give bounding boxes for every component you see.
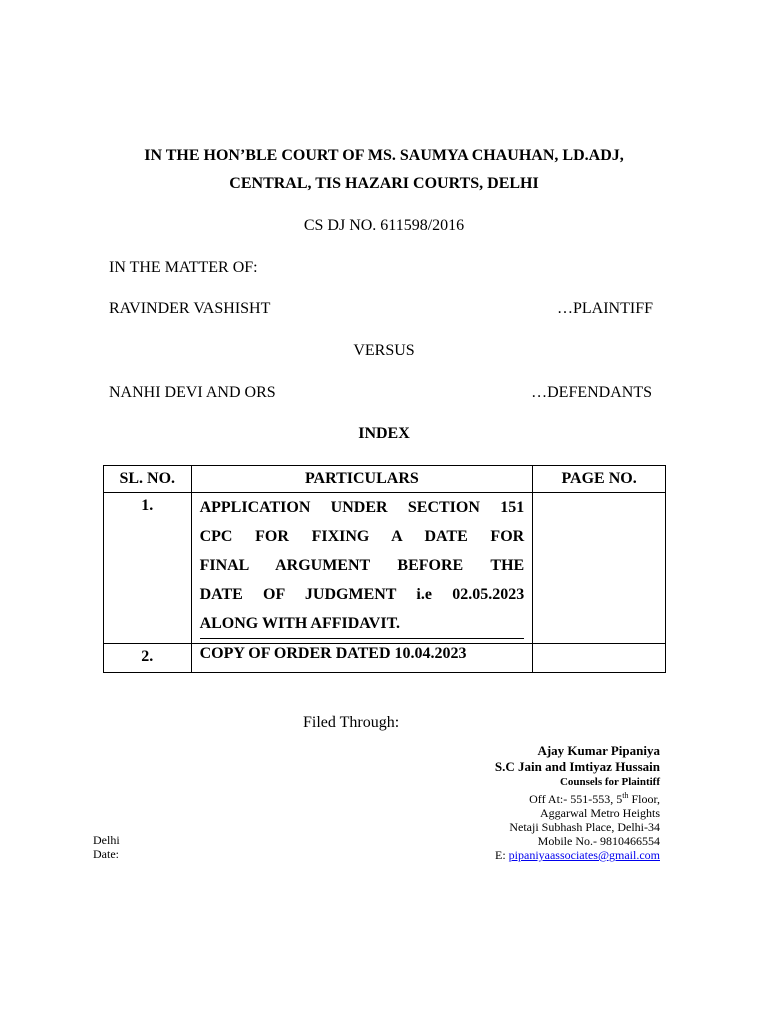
place-label: Delhi <box>93 833 120 847</box>
mobile-number: Mobile No.- 9810466554 <box>537 834 660 848</box>
index-table <box>103 465 666 673</box>
row1-particulars <box>191 493 533 644</box>
index-title: INDEX <box>358 425 410 442</box>
header-sl-no: SL. NO. <box>104 466 192 493</box>
defendant-role: …DEFENDANTS <box>531 384 652 401</box>
table-row <box>104 493 666 644</box>
row1-page <box>533 493 666 644</box>
matter-of-label: IN THE MATTER OF: <box>109 259 258 276</box>
row1-line4: DATE OF JUDGMENT i.e 02.05.2023 <box>199 586 525 603</box>
counsel-role: Counsels for Plaintiff <box>559 776 660 788</box>
defendant-name: NANHI DEVI AND ORS <box>109 384 276 401</box>
counsel-name-1: Ajay Kumar Pipaniya <box>537 743 660 758</box>
date-label: Date: <box>93 847 119 861</box>
table-row <box>104 644 666 673</box>
plaintiff-role: …PLAINTIFF <box>556 300 653 317</box>
row1-line2: CPC FOR FIXING A DATE FOR <box>199 528 525 545</box>
versus-label: VERSUS <box>353 342 415 359</box>
signature-block <box>495 743 660 862</box>
office-address-1: Off At:- 551-553, 5th Floor, <box>529 791 660 806</box>
filed-through-label: Filed Through: <box>303 714 400 731</box>
row1-sl: 1. <box>104 493 192 644</box>
row2-page <box>533 644 666 673</box>
email-line: E: pipaniyaassociates@gmail.com <box>494 848 660 862</box>
header-page-no: PAGE NO. <box>533 466 666 493</box>
case-number: CS DJ NO. 611598/2016 <box>303 217 465 234</box>
row2-particulars: COPY OF ORDER DATED 10.04.2023 <box>191 644 533 673</box>
court-heading-line1: IN THE HON’BLE COURT OF MS. SAUMYA CHAUHAN, LD.ADJ, <box>144 147 624 164</box>
row1-line5: ALONG WITH AFFIDAVIT. <box>200 609 525 639</box>
counsel-name-2: S.C Jain and Imtiyaz Hussain <box>494 759 660 774</box>
table-header-row <box>104 466 666 493</box>
row1-line3: FINAL ARGUMENT BEFORE THE <box>199 557 525 574</box>
header-particulars: PARTICULARS <box>191 466 533 493</box>
office-address-2: Aggarwal Metro Heights <box>540 806 660 820</box>
office-address-3: Netaji Subhash Place, Delhi-34 <box>509 820 660 834</box>
court-heading-line2: CENTRAL, TIS HAZARI COURTS, DELHI <box>229 175 539 192</box>
row2-sl: 2. <box>104 644 192 673</box>
plaintiff-name: RAVINDER VASHISHT <box>109 300 271 317</box>
row1-line1: APPLICATION UNDER SECTION 151 <box>199 499 525 516</box>
email-link[interactable]: pipaniyaassociates@gmail.com <box>508 848 660 862</box>
